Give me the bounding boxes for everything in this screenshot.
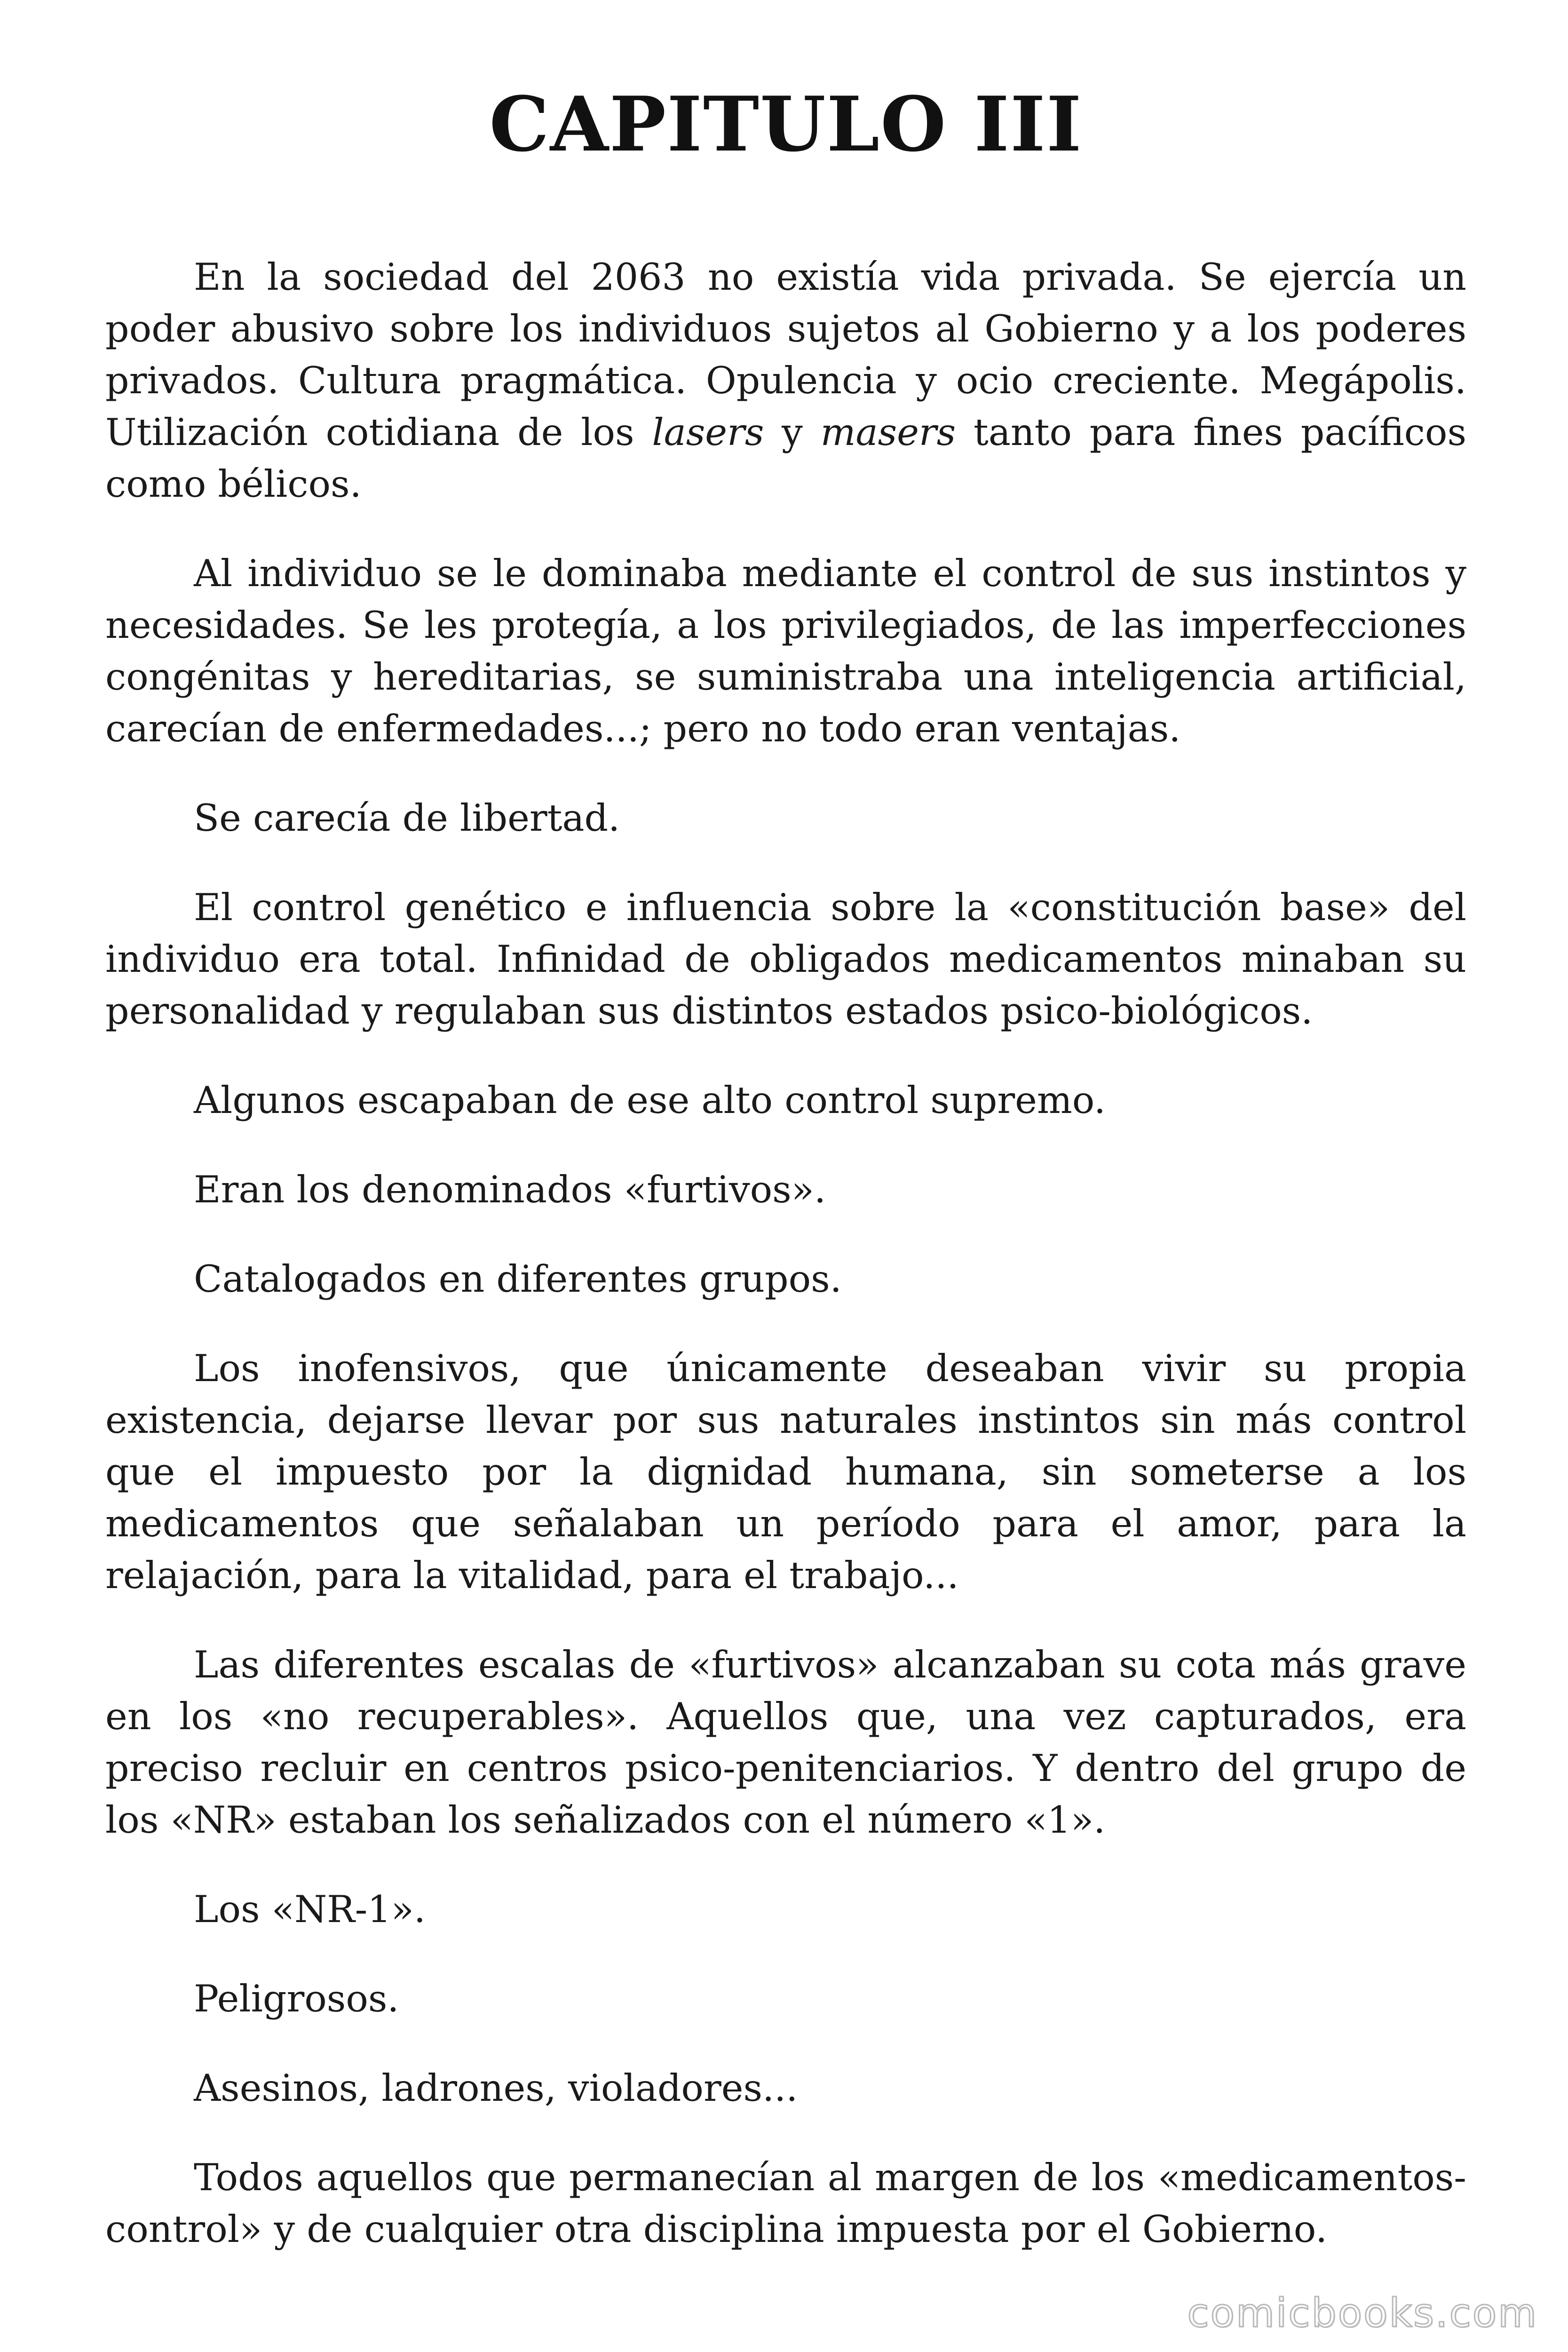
paragraph [105,548,1466,755]
text-run: Todos aquellos que permanecían al margen de los «medicamentos-control» y de cualquier otra disciplina impuesta por el Gobierno. [105,2156,1466,2251]
text-run: Al individuo se le dominaba mediante el control de sus instintos y necesidades. Se les protegía, a los privilegiados, de las imperfecciones congénitas y hereditarias, se suministraba una inteligencia artificial, carecían de enfermedades...; pero no todo eran ventajas. [105,552,1466,750]
paragraph [105,1883,1466,1935]
paragraph [105,2152,1466,2255]
text-run: y [764,411,821,454]
text-run: Asesinos, ladrones, violadores... [194,2066,798,2110]
italic-text: masers [820,411,956,454]
text-run: Las diferentes escalas de «furtivos» alcanzaban su cota más grave en los «no recuperables». Aquellos que, una vez capturados, era preciso recluir en centros psico-penitenciarios. Y dentro del grupo de los «NR» estaban los señalizados con el número «1». [105,1643,1466,1842]
italic-text: lasers [652,411,764,454]
paragraph [105,1164,1466,1216]
text-run: El control genético e influencia sobre la «constitución base» del individuo era total. Infinidad de obligados medicamentos minaban su personalidad y regulaban sus distintos estados psico-biológicos. [105,886,1466,1033]
text-run: Peligrosos. [194,1977,399,2020]
text-run: Se carecía de libertad. [194,796,620,840]
text-run: Los inofensivos, que únicamente deseaban vivir su propia existencia, dejarse llevar por sus naturales instintos sin más control que el impuesto por la dignidad humana, sin someterse a los medicamentos que señalaban un período para el amor, para la relajación, para la vitalidad, para el trabajo... [105,1347,1466,1597]
chapter-title: CAPITULO III [489,80,1083,168]
paragraph [105,1253,1466,1305]
book-page [105,75,1466,2293]
paragraph [105,792,1466,844]
paragraph [105,1973,1466,2025]
paragraph [105,251,1466,510]
text-run: tanto para fines pacíficos como bélicos. [105,411,1467,506]
paragraph [105,882,1466,1037]
text-run: En la sociedad del 2063 no existía vida privada. Se ejercía un poder abusivo sobre los individuos sujetos al Gobierno y a los poderes privados. Cultura pragmática. Opulencia y ocio creciente. Megápolis. Utilización cotidiana de los [105,255,1466,454]
paragraph [105,2062,1466,2114]
watermark: comicbooks.com [1187,2290,1538,2336]
text-run: Eran los denominados «furtivos». [194,1168,826,1211]
text-run: Algunos escapaban de ese alto control supremo. [194,1079,1106,1122]
chapter-body [105,251,1466,2255]
paragraph [105,1343,1466,1601]
paragraph [105,1074,1466,1126]
paragraph [105,1639,1466,1846]
text-run: Catalogados en diferentes grupos. [194,1257,842,1301]
text-run: Los «NR-1». [194,1888,426,1931]
